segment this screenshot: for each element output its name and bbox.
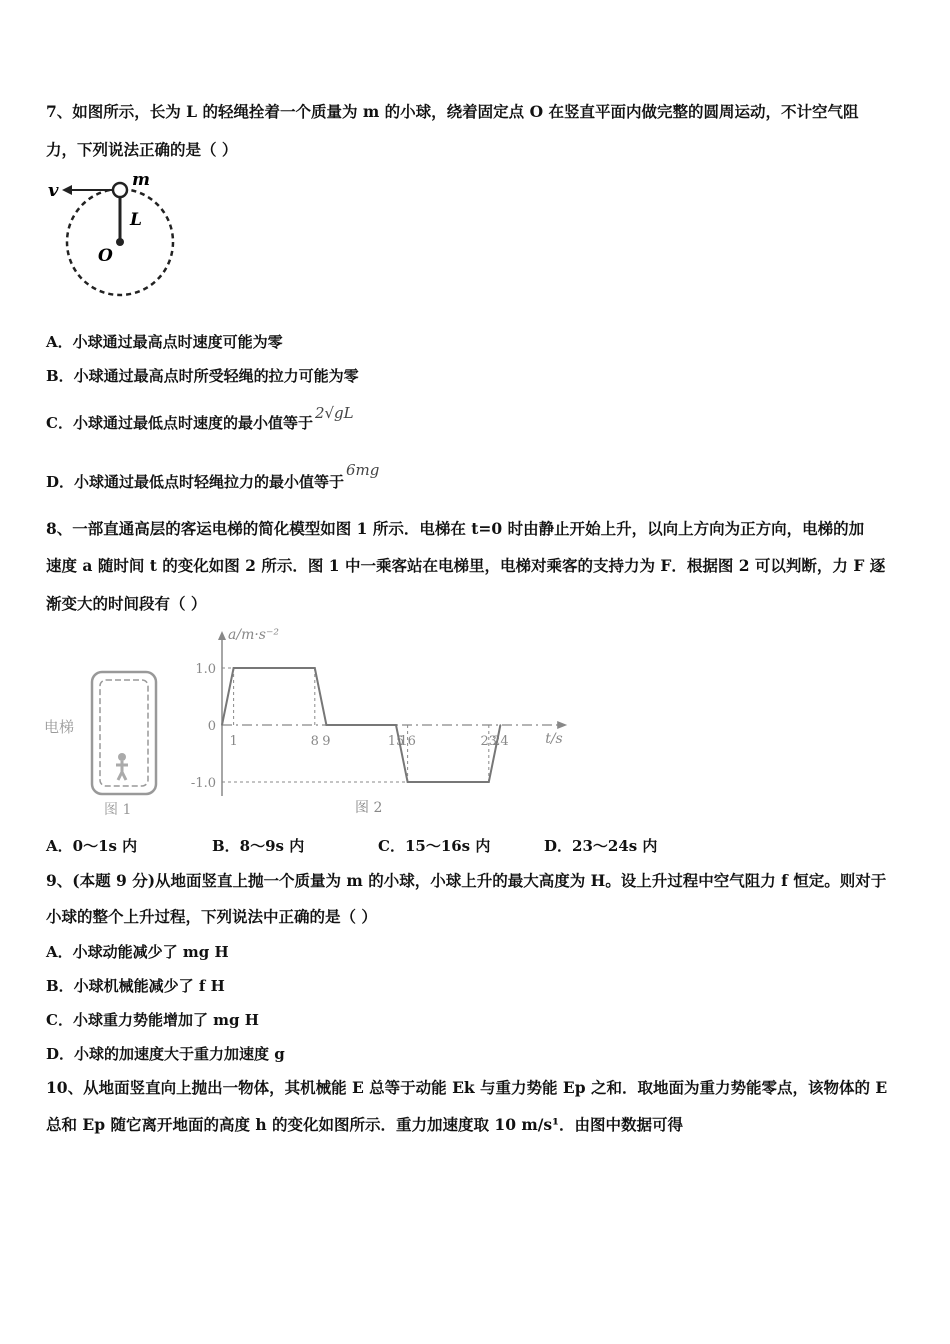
acceleration-point bbox=[407, 781, 409, 783]
q7-label-O: O bbox=[98, 246, 113, 266]
q7-option-d bbox=[46, 461, 380, 492]
q9-option-d: D．小球的加速度大于重力加速度 g bbox=[46, 1045, 285, 1063]
x-tick-label: 9 bbox=[322, 734, 331, 749]
q7-label-v: v bbox=[48, 180, 59, 201]
q8-option-b: B．8～9s 内 bbox=[212, 837, 305, 855]
q7-option-d-text: D．小球通过最低点时轻绳拉力的最小值等于 bbox=[46, 473, 345, 491]
q7-option-c bbox=[46, 404, 354, 433]
q7-option-b: B．小球通过最高点时所受轻绳的拉力可能为零 bbox=[46, 367, 359, 385]
acceleration-point bbox=[314, 667, 316, 669]
q7-pivot-O bbox=[116, 238, 124, 246]
q7-circle-figure bbox=[40, 165, 190, 305]
acceleration-point bbox=[326, 724, 328, 726]
y-tick-label: 0 bbox=[207, 719, 216, 734]
q8-stem-line3: 渐变大的时间段有（ ） bbox=[46, 594, 207, 613]
q10-stem-line2: 总和 Ep 随它离开地面的高度 h 的变化如图所示．重力加速度取 10 m/s¹．由图中数据可得 bbox=[46, 1115, 683, 1134]
q8-option-c: C．15～16s 内 bbox=[378, 837, 491, 855]
elevator-inner-box bbox=[100, 680, 148, 786]
y-axis-label: a/m·s⁻² bbox=[228, 627, 279, 643]
q10-stem-line1: 10、从地面竖直向上抛出一物体，其机械能 E 总等于动能 Ek 与重力势能 Ep 之和．取地面为重力势能零点，该物体的 E bbox=[46, 1078, 888, 1097]
fig1-side-label: 电梯 bbox=[44, 718, 75, 736]
q8-option-d: D．23～24s 内 bbox=[544, 837, 658, 855]
y-tick-label: 1.0 bbox=[195, 662, 216, 677]
x-tick-label: 15 bbox=[387, 734, 405, 749]
acceleration-point bbox=[500, 724, 502, 726]
acceleration-point bbox=[221, 724, 223, 726]
x-tick-label: 8 bbox=[310, 734, 319, 749]
x-axis-label: t/s bbox=[545, 731, 563, 747]
y-axis-arrow bbox=[218, 631, 226, 640]
q9-stem-line2: 小球的整个上升过程，下列说法中正确的是（ ） bbox=[46, 907, 377, 926]
x-tick-label: 23 bbox=[480, 734, 498, 749]
passenger-head bbox=[118, 753, 126, 761]
q7-option-c-text: C．小球通过最低点时速度的最小值等于 bbox=[46, 414, 313, 432]
fig2-caption: 图 2 bbox=[355, 800, 383, 816]
q7-option-c-math: 2√gL bbox=[314, 404, 354, 422]
q8-figure1-elevator bbox=[40, 660, 170, 820]
x-axis-arrow bbox=[557, 721, 567, 729]
q9-option-a: A．小球动能减少了 mg H bbox=[46, 943, 229, 961]
q7-option-d-math: 6mg bbox=[346, 461, 380, 479]
q8-stem-line2: 速度 a 随时间 t 的变化如图 2 所示．图 1 中一乘客站在电梯里，电梯对乘客的支持力为 F．根据图 2 可以判断，力 F 逐 bbox=[46, 556, 886, 575]
fig1-caption: 图 1 bbox=[104, 802, 132, 818]
q9-stem-line1: 9、(本题 9 分)从地面竖直上抛一个质量为 m 的小球，小球上升的最大高度为 H。设上升过程中空气阻力 f 恒定。则对于 bbox=[46, 871, 887, 890]
q7-stem-line2: 力，下列说法正确的是（ ） bbox=[46, 140, 238, 159]
q9-option-b: B．小球机械能减少了 f H bbox=[46, 977, 225, 995]
acceleration-point bbox=[233, 667, 235, 669]
acceleration-point bbox=[395, 724, 397, 726]
q7-ball bbox=[113, 183, 127, 197]
x-tick-label: 24 bbox=[492, 734, 509, 749]
q8-options-row bbox=[46, 836, 657, 856]
q9-option-c: C．小球重力势能增加了 mg H bbox=[46, 1011, 259, 1029]
q7-stem-line1: 7、如图所示，长为 L 的轻绳拴着一个质量为 m 的小球，绕着固定点 O 在竖直平面内做完整的圆周运动，不计空气阻 bbox=[46, 102, 859, 121]
q8-option-a: A．0～1s 内 bbox=[46, 837, 138, 855]
y-tick-label: -1.0 bbox=[190, 776, 216, 791]
x-tick-label: 16 bbox=[399, 734, 416, 749]
q7-label-L: L bbox=[130, 210, 142, 230]
q7-arrow-head bbox=[62, 185, 72, 195]
q7-label-m: m bbox=[132, 170, 150, 190]
acceleration-point bbox=[488, 781, 490, 783]
q8-stem-line1: 8、一部直通高层的客运电梯的简化模型如图 1 所示．电梯在 t=0 时由静止开始上升，以向上方向为正方向，电梯的加 bbox=[46, 519, 865, 538]
x-tick-label: 1 bbox=[229, 734, 238, 749]
q8-figure2-chart bbox=[190, 625, 570, 820]
passenger-body bbox=[116, 761, 128, 780]
q7-option-a: A．小球通过最高点时速度可能为零 bbox=[46, 333, 283, 351]
